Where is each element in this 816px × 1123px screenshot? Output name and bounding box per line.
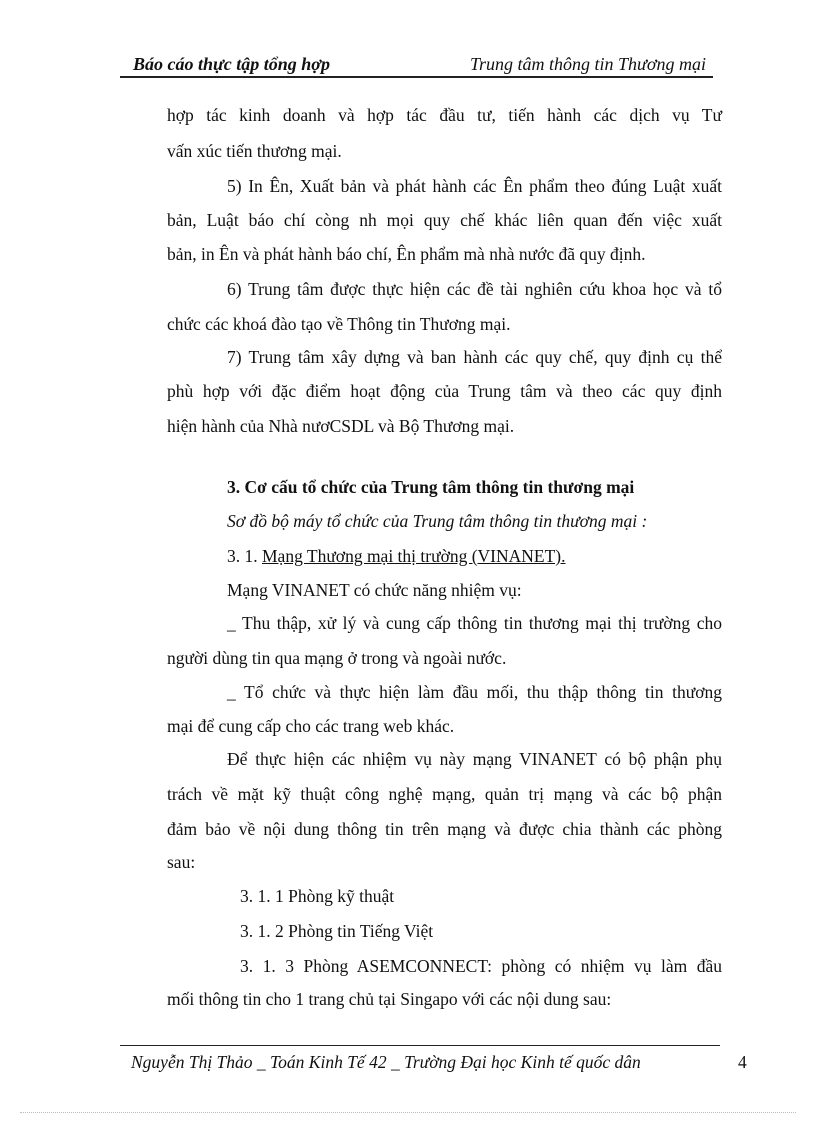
header-report-title: Báo cáo thực tập tổng hợp bbox=[133, 54, 330, 74]
page-bottom-border bbox=[20, 1112, 796, 1113]
text-line: mại để cung cấp cho các trang web khác. bbox=[167, 716, 455, 736]
subsection-title: Mạng Thương mại thị trường (VINANET). bbox=[262, 546, 566, 566]
section-heading: 3. Cơ cấu tổ chức của Trung tâm thông tin thương mại bbox=[227, 477, 635, 497]
text-line: vấn xúc tiến thương mại. bbox=[167, 141, 342, 161]
text-line: sau: bbox=[167, 852, 196, 872]
text-line: 7) Trung tâm xây dựng và ban hành các quy chế, quy định cụ thể bbox=[227, 347, 722, 367]
footer-author: Nguyễn Thị Thảo _ Toán Kinh Tế 42 _ Trường Đại học Kinh tế quốc dân bbox=[131, 1052, 641, 1072]
page-number: 4 bbox=[738, 1052, 747, 1072]
subsection-number: 3. 1. bbox=[227, 546, 258, 566]
text-line: 3. 1. 3 Phòng ASEMCONNECT: phòng có nhiệm vụ làm đầu bbox=[240, 956, 722, 976]
text-line: trách về mặt kỹ thuật công nghệ mạng, quản trị mạng và các bộ phận bbox=[167, 784, 722, 804]
subsection-heading bbox=[227, 545, 566, 567]
text-line: Để thực hiện các nhiệm vụ này mạng VINANET có bộ phận phụ bbox=[227, 749, 722, 769]
text-line: Mạng VINANET có chức năng nhiệm vụ: bbox=[227, 580, 522, 600]
text-line: chức các khoá đào tạo về Thông tin Thương mại. bbox=[167, 314, 511, 334]
text-line: _ Thu thập, xử lý và cung cấp thông tin thương mại thị trường cho bbox=[227, 613, 722, 633]
org-chart-caption: Sơ đồ bộ máy tổ chức của Trung tâm thông tin thương mại : bbox=[227, 511, 648, 531]
text-line: người dùng tin qua mạng ở trong và ngoài nước. bbox=[167, 648, 507, 668]
text-line: bản, in Ên và phát hành báo chí, Ên phẩm mà nhà nước đã quy định. bbox=[167, 244, 646, 264]
text-line: _ Tổ chức và thực hiện làm đầu mối, thu thập thông tin thương bbox=[227, 682, 722, 702]
text-line: phù hợp với đặc điểm hoạt động của Trung tâm và theo các quy định bbox=[167, 381, 722, 401]
text-line: hiện hành của Nhà nươCSDL và Bộ Thương mại. bbox=[167, 416, 515, 436]
footer-rule bbox=[120, 1045, 720, 1046]
text-line: 3. 1. 1 Phòng kỹ thuật bbox=[240, 886, 395, 906]
text-line: 5) In Ên, Xuất bản và phát hành các Ên phẩm theo đúng Luật xuất bbox=[227, 176, 722, 196]
header-rule bbox=[120, 76, 713, 78]
text-line: 6) Trung tâm được thực hiện các đề tài nghiên cứu khoa học và tổ bbox=[227, 279, 722, 299]
text-line: đảm bảo về nội dung thông tin trên mạng và được chia thành các phòng bbox=[167, 819, 722, 839]
text-line: 3. 1. 2 Phòng tin Tiếng Việt bbox=[240, 921, 434, 941]
text-line: bản, Luật báo chí còng nh mọi quy chế khác liên quan đến việc xuất bbox=[167, 210, 722, 230]
header-center-name: Trung tâm thông tin Thương mại bbox=[470, 54, 706, 74]
text-line: mối thông tin cho 1 trang chủ tại Singapo với các nội dung sau: bbox=[167, 989, 612, 1009]
text-line: hợp tác kinh doanh và hợp tác đầu tư, tiến hành các dịch vụ Tư bbox=[167, 105, 722, 125]
